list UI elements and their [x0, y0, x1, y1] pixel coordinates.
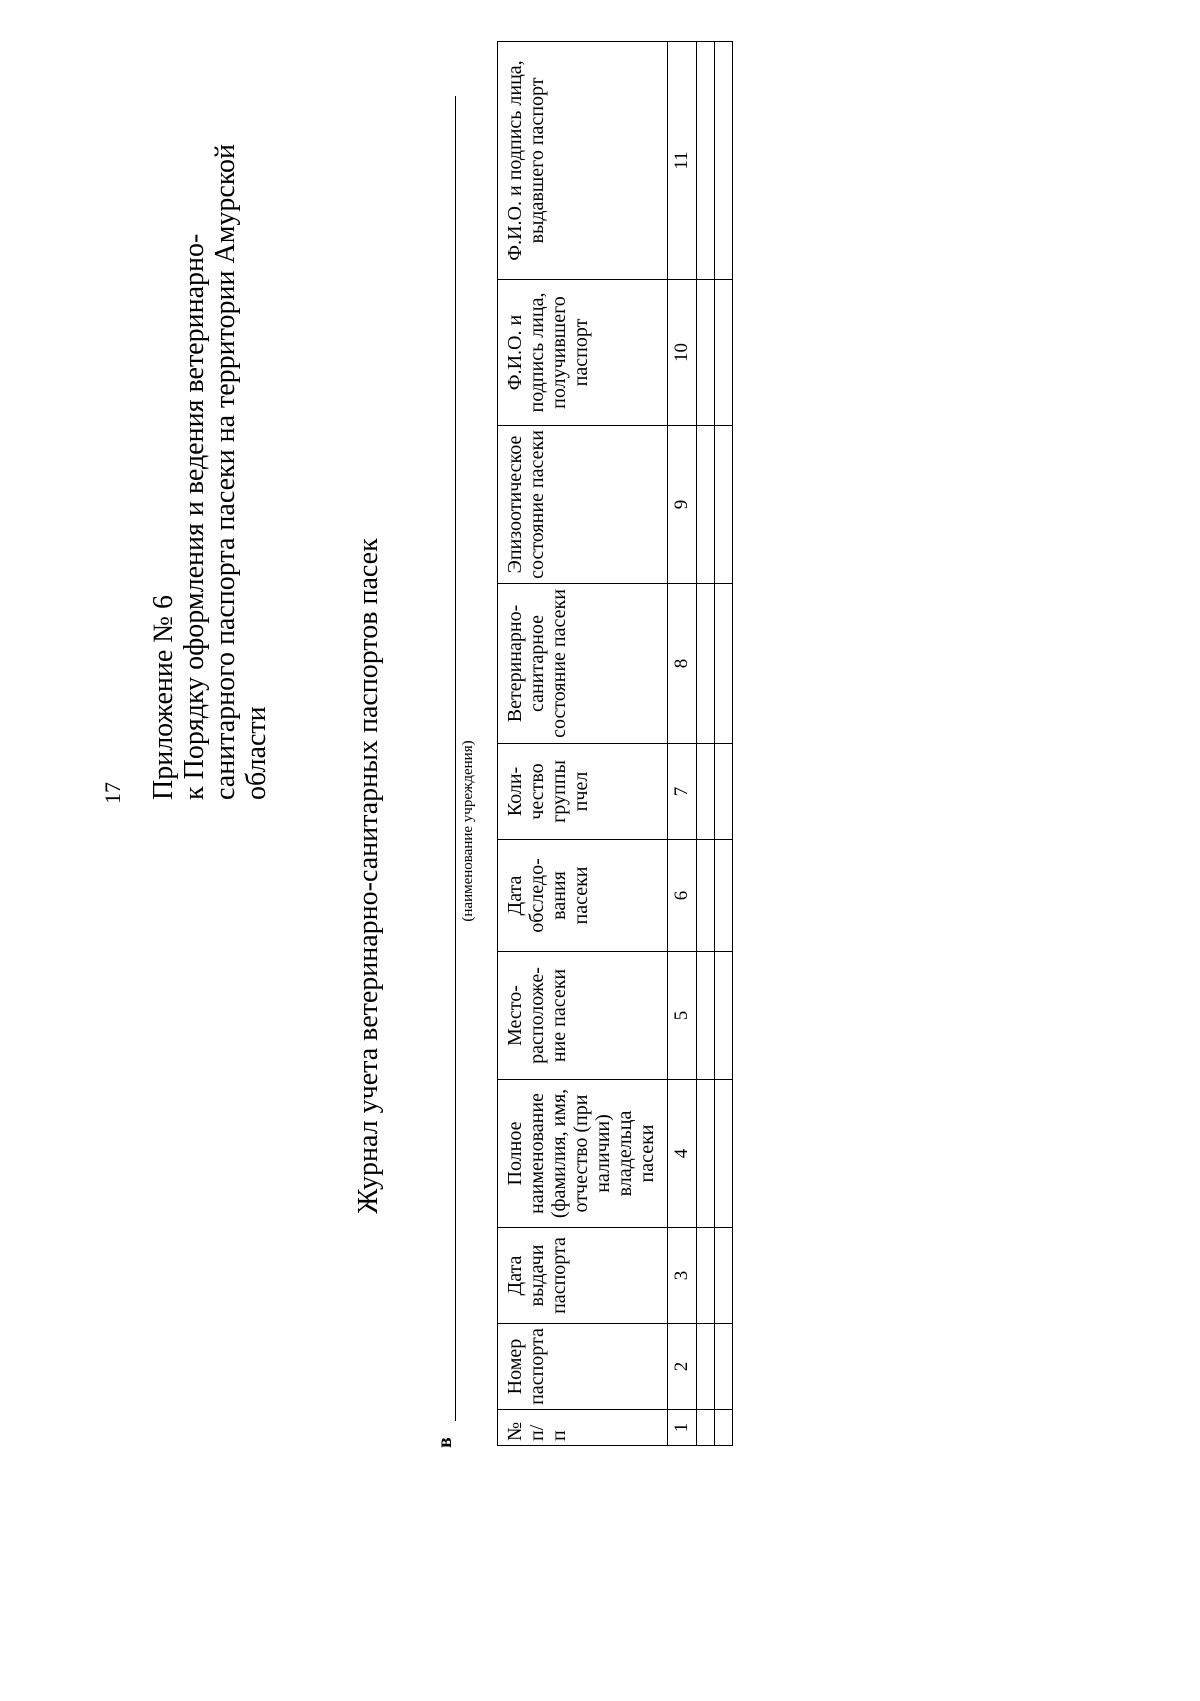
journal-table — [497, 41, 733, 1446]
column-header: Дата выдачи паспорта — [498, 1228, 668, 1324]
table-cell — [715, 744, 733, 840]
table-cell — [697, 744, 715, 840]
table-header-row — [498, 42, 668, 1446]
column-number: 8 — [668, 584, 697, 744]
table-cell — [715, 1410, 733, 1446]
appendix-line: области — [241, 706, 272, 800]
table-cell — [715, 1080, 733, 1228]
column-number: 7 — [668, 744, 697, 840]
column-number: 10 — [668, 280, 697, 426]
table-cell — [715, 426, 733, 584]
appendix-line: к Порядку оформления и ведения ветеринарно- — [179, 233, 210, 800]
table-cell — [715, 1324, 733, 1410]
journal-title: Журнал учета ветеринарно-санитарных паспортов пасек — [353, 538, 384, 1214]
institution-blank-line — [455, 96, 456, 1421]
column-number: 2 — [668, 1324, 697, 1410]
table-cell — [697, 584, 715, 744]
appendix-heading — [148, 100, 272, 800]
column-header: Полное наименование (фамилия, имя, отчество (при наличии) владельца пасеки — [498, 1080, 668, 1228]
table-row — [697, 42, 715, 1446]
column-header: Коли-чество группы пчел — [498, 744, 668, 840]
table-cell — [715, 280, 733, 426]
table-cell — [697, 42, 715, 280]
column-number: 1 — [668, 1410, 697, 1446]
table-cell — [715, 584, 733, 744]
table-row — [715, 42, 733, 1446]
column-number: 6 — [668, 840, 697, 952]
column-number: 4 — [668, 1080, 697, 1228]
column-header: Эпизоотическое состояние пасеки — [498, 426, 668, 584]
appendix-line: Приложение № 6 — [148, 595, 179, 800]
column-number: 11 — [668, 42, 697, 280]
column-header: Номер паспорта — [498, 1324, 668, 1410]
institution-prefix: в — [434, 1437, 456, 1448]
table-cell — [697, 952, 715, 1080]
column-header: № п/ п — [498, 1410, 668, 1446]
table-cell — [715, 952, 733, 1080]
table-cell — [715, 840, 733, 952]
table-cell — [715, 42, 733, 280]
column-header: Ветеринарно-санитарное состояние пасеки — [498, 584, 668, 744]
column-number: 5 — [668, 952, 697, 1080]
column-number: 3 — [668, 1228, 697, 1324]
table-cell — [715, 1228, 733, 1324]
column-number: 9 — [668, 426, 697, 584]
table-cell — [697, 1324, 715, 1410]
institution-caption: (наименование учреждения) — [460, 740, 476, 922]
appendix-line: санитарного паспорта пасеки на территории Амурской — [210, 143, 241, 800]
page-number: 17 — [100, 782, 125, 804]
column-header: Ф.И.О. и подпись лица, выдавшего паспорт — [498, 42, 668, 280]
table-cell — [697, 426, 715, 584]
column-header: Место-расположе-ние пасеки — [498, 952, 668, 1080]
column-number-row — [668, 42, 697, 1446]
column-header: Ф.И.О. и подпись лица, получившего паспорт — [498, 280, 668, 426]
column-header: Дата обследо-вания пасеки — [498, 840, 668, 952]
table-cell — [697, 1228, 715, 1324]
table-cell — [697, 1410, 715, 1446]
table-cell — [697, 1080, 715, 1228]
table-cell — [697, 840, 715, 952]
table-cell — [697, 280, 715, 426]
